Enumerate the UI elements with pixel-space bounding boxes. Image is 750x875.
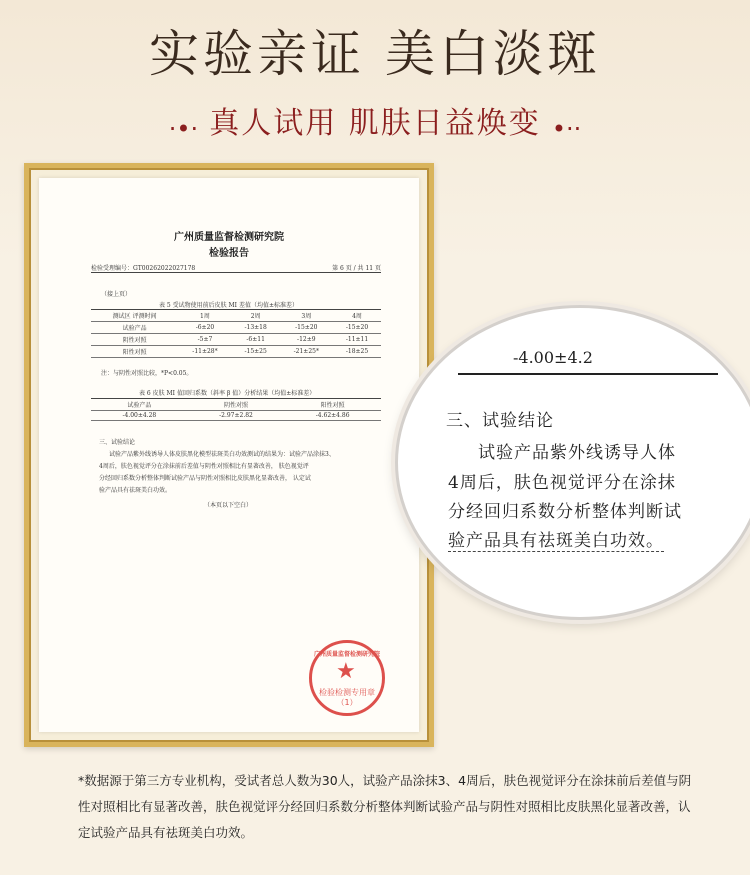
official-seal — [309, 640, 385, 716]
table-cell: 阴性对照 — [188, 399, 285, 411]
table-cell: 4周 — [333, 310, 381, 322]
table-cell: 试验产品 — [91, 322, 178, 334]
seal-text-bottom: 检验检测专用章 — [319, 688, 375, 697]
table-cell: 3周 — [280, 310, 333, 322]
report-institution: 广州质量监督检测研究院 — [174, 232, 284, 243]
subtitle-row — [0, 98, 750, 143]
conclusion-line: 试验产品紫外线诱导人体皮肤黑化模型祛斑美白功效测试的结果为：试验产品涂抹3、 — [109, 451, 335, 458]
table-cell: -4.62±4.86 — [284, 411, 381, 421]
zoom-heading: 三、试验结论 — [446, 411, 554, 431]
header — [0, 0, 750, 160]
conclusion-line: 分经回归系数分析整体判断试验产品与阴性对照相比皮肤黑化显著改善， 认定试 — [99, 475, 311, 482]
table-row — [91, 310, 381, 322]
page-title: 实验亲证 美白淡斑 — [149, 25, 601, 83]
zoom-rule — [458, 373, 718, 375]
continued-note: （接上页） — [101, 291, 132, 298]
report-title: 检验报告 — [209, 248, 249, 259]
table-cell: -21±25* — [280, 346, 333, 358]
table-cell: -4.00±4.28 — [91, 411, 188, 421]
table-cell: -15±20 — [280, 322, 333, 334]
table-cell: 阳性对照 — [91, 346, 178, 358]
conclusion-line: 验产品具有祛斑美白功效。 — [99, 487, 172, 494]
table-row — [91, 346, 381, 358]
conclusion-heading: 三、试验结论 — [99, 439, 136, 446]
table5 — [91, 309, 381, 358]
dots-left: ·•· — [168, 114, 199, 143]
table5-caption: 表 5 受试物使用前后皮肤 MI 差值（均值±标准差） — [159, 302, 298, 309]
conclusion-line: 4周后，肤色视觉评分在涂抹前后差值与阴性对照相比有显著改善， 肤色视觉评 — [99, 463, 309, 470]
table-cell: -6±20 — [178, 322, 231, 334]
seal-number: （1） — [336, 698, 358, 707]
table-row — [91, 411, 381, 421]
report-meta — [91, 263, 381, 272]
page-subtitle: 真人试用 肌肤日益焕变 — [209, 106, 541, 141]
table-cell: -2.97±2.82 — [188, 411, 285, 421]
table-row — [91, 322, 381, 334]
zoom-line: 验产品具有祛斑美白功效。 — [448, 526, 664, 552]
magnifier-zoom — [395, 305, 750, 620]
zoom-value: -4.00±4.2 — [513, 348, 593, 367]
zoom-line: 分经回归系数分析整体判断试 — [448, 502, 682, 522]
footnote: *数据源于第三方专业机构，受试者总人数为30人，试验产品涂抹3、4周后，肤色视觉评分在涂抹前后差值与阴性对照相比有显著改善，肤色视觉评分经回归系数分析整体判断试验产品与阴性对照相比皮肤黑化显著改善，认定试验产品具有祛斑美白功效。 — [78, 773, 692, 840]
table-cell: -12±9 — [280, 334, 333, 346]
table-cell: -13±18 — [232, 322, 280, 334]
table-row — [91, 399, 381, 411]
acceptance-number: 检验受理编号：GT00262022027178 — [91, 265, 196, 272]
table-cell: 1周 — [178, 310, 231, 322]
table5-note: 注：与阴性对照比较，*P<0.05。 — [101, 370, 193, 377]
table-cell: -11±28* — [178, 346, 231, 358]
table-cell: 试验产品 — [91, 399, 188, 411]
table6-caption: 表 6 皮肤 MI 值回归系数（斜率 β 值）分析结果（均值±标准差） — [139, 390, 316, 397]
table-cell: -5±7 — [178, 334, 231, 346]
table-cell: 2周 — [232, 310, 280, 322]
table-cell: 测试区 评测时间 — [91, 310, 178, 322]
header-rule — [91, 272, 381, 273]
report-paper — [39, 178, 419, 732]
page-count: 第 6 页 / 共 11 页 — [332, 265, 381, 272]
table-cell: -11±11 — [333, 334, 381, 346]
table-cell: -15±25 — [232, 346, 280, 358]
zoom-line: 4周后，肤色视觉评分在涂抹 — [448, 473, 676, 493]
zoom-line: 试验产品紫外线诱导人体 — [478, 443, 676, 463]
star-icon: ★ — [336, 659, 356, 684]
table-cell: -6±11 — [232, 334, 280, 346]
gold-frame — [24, 163, 434, 747]
table-cell: 阳性对照 — [284, 399, 381, 411]
table-cell: 阴性对照 — [91, 334, 178, 346]
dots-right: •·· — [551, 114, 582, 143]
table-row — [91, 334, 381, 346]
end-note: （本页以下空白） — [204, 502, 253, 509]
table6 — [91, 398, 381, 421]
table-cell: -15±20 — [333, 322, 381, 334]
seal-text-top: 广州质量监督检测研究院 — [313, 651, 380, 658]
table-cell: -18±25 — [333, 346, 381, 358]
